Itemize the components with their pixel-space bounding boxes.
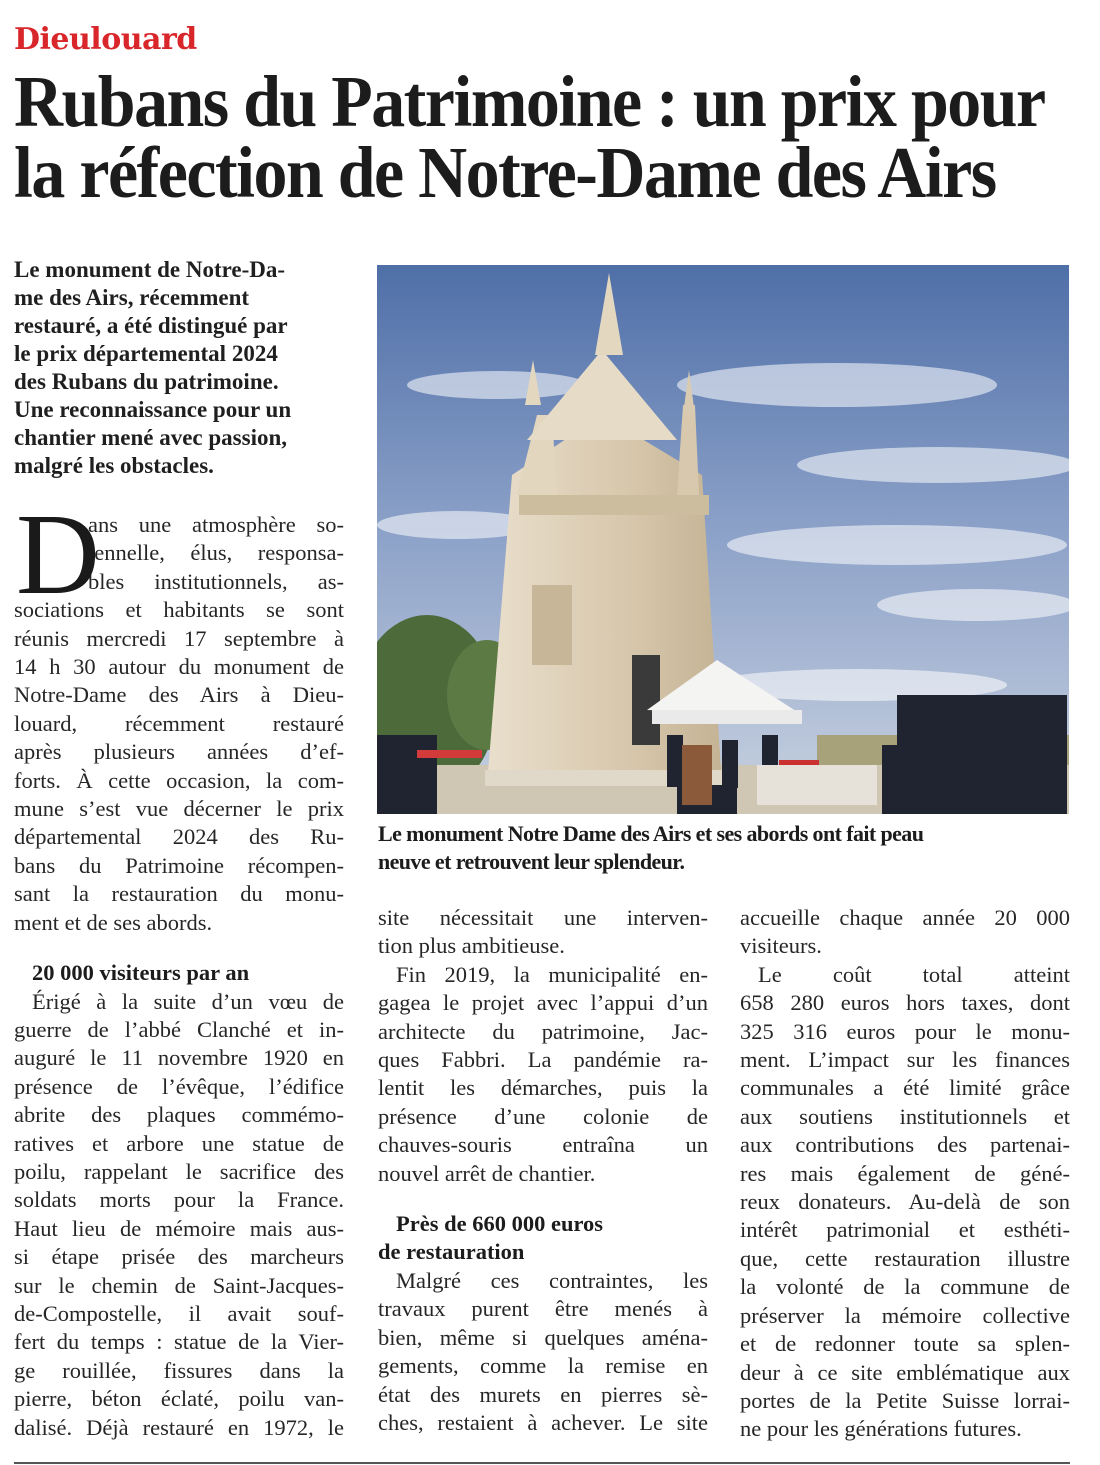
text-line: ge rouillée, fissures dans la: [14, 1357, 344, 1383]
text-line: Notre-Dame des Airs à Dieu-: [14, 682, 344, 708]
text-line: travaux purent être menés à: [378, 1296, 708, 1322]
text-line: de-Compostelle, il avait souf-: [14, 1300, 344, 1326]
text-line: présence d’une colonie de: [378, 1103, 708, 1129]
headline-line: Rubans du Patrimoine : un prix pour: [14, 61, 1045, 142]
text-line: sur le chemin de Saint-Jacques-: [14, 1272, 344, 1298]
text-line: et de redonner toute sa splen-: [740, 1331, 1070, 1357]
monument-photo-illustration: [377, 265, 1069, 814]
lede-line: des Rubans du patrimoine.: [14, 369, 279, 394]
bottom-rule: [14, 1462, 1070, 1464]
text-line: préserver la mémoire collective: [740, 1302, 1070, 1328]
subheading: 20 000 visiteurs par an: [32, 960, 250, 986]
text-line: Le coût total atteint: [758, 961, 1070, 987]
text-line: Malgré ces contraintes, les: [396, 1267, 708, 1293]
text-line: fert du temps : statue de la Vier-: [14, 1329, 344, 1355]
headline-line: la réfection de Notre-Dame des Airs: [14, 132, 996, 213]
text-line: tion plus ambitieuse.: [378, 933, 565, 959]
text-line: dalisé. Déjà restauré en 1972, le: [14, 1414, 344, 1440]
text-line: Fin 2019, la municipalité en-: [396, 961, 708, 987]
text-line: abrite des plaques commémo-: [14, 1102, 344, 1128]
text-line: 658 280 euros hors taxes, dont: [740, 990, 1070, 1016]
text-line: après plusieurs années d’ef-: [14, 739, 344, 765]
text-line: forts. À cette occasion, la com-: [14, 767, 344, 793]
body-column-2: [378, 904, 708, 1437]
text-line: visiteurs.: [740, 933, 822, 959]
text-line: sociations et habitants se sont: [14, 597, 344, 623]
text-line: lennelle, élus, responsa-: [88, 540, 344, 566]
text-line: sant la restauration du monu-: [14, 881, 344, 907]
text-line: 325 316 euros pour le monu-: [740, 1018, 1070, 1044]
text-line: res mais également de géné-: [740, 1160, 1070, 1186]
text-line: architecte du patrimoine, Jac-: [378, 1018, 708, 1044]
text-line: ment et de ses abords.: [14, 909, 213, 935]
text-line: portes de la Petite Suisse lorrai-: [740, 1387, 1070, 1413]
text-line: pierre, béton éclaté, poilu van-: [14, 1386, 344, 1412]
lede-line: me des Airs, récemment: [14, 285, 250, 310]
text-line: ques Fabbri. La pandémie ra-: [378, 1047, 708, 1073]
text-line: Érigé à la suite d’un vœu de: [32, 988, 344, 1014]
text-line: ches, restaient à achever. Le site: [378, 1409, 708, 1435]
headline: [14, 61, 1045, 213]
text-line: réunis mercredi 17 septembre à: [14, 625, 344, 651]
text-line: bans du Patrimoine récompen-: [14, 852, 344, 878]
text-line: bien, même si quelques aména-: [378, 1324, 708, 1350]
lede-line: Le monument de Notre-Da-: [14, 257, 286, 282]
text-line: que, cette restauration illustre: [740, 1245, 1070, 1271]
text-line: soldats morts pour la France.: [14, 1187, 344, 1213]
text-line: reux donateurs. Au-delà de son: [740, 1189, 1070, 1215]
spacer: [378, 1188, 708, 1210]
text-line: nouvel arrêt de chantier.: [378, 1160, 596, 1186]
lede-line: Une reconnaissance pour un: [14, 397, 292, 422]
lede-paragraph: [14, 256, 359, 480]
text-line: intérêt patrimonial et esthéti-: [740, 1217, 1070, 1243]
drop-cap: D: [16, 491, 100, 619]
text-line: gagea le projet avec l’appui d’un: [378, 990, 708, 1016]
text-line: aux soutiens institutionnels et: [740, 1103, 1070, 1129]
subheading: de restauration: [378, 1239, 525, 1265]
lede-line: chantier mené avec passion,: [14, 425, 288, 450]
section-kicker: Dieulouard: [14, 22, 197, 57]
text-line: louard, récemment restauré: [14, 710, 344, 736]
text-line: 14 h 30 autour du monument de: [14, 654, 344, 680]
text-line: gements, comme la remise en: [378, 1353, 708, 1379]
text-line: ne pour les générations futures.: [740, 1416, 1022, 1442]
text-line: présence de l’évêque, l’édifice: [14, 1073, 344, 1099]
text-line: lentit les démarches, puis la: [378, 1075, 708, 1101]
photo-caption: [378, 820, 1078, 876]
body-column-1: [14, 491, 344, 1442]
text-line: guerre de l’abbé Clanché et in-: [14, 1016, 344, 1042]
text-line: poilu, rappelant le sacrifice des: [14, 1158, 344, 1184]
text-line: la volonté de la commune de: [740, 1274, 1070, 1300]
text-line: chauves-souris entraîna un: [378, 1132, 708, 1158]
text-line: départemental 2024 des Ru-: [14, 824, 344, 850]
text-line: Haut lieu de mémoire mais aus-: [14, 1215, 344, 1241]
text-line: accueille chaque année 20 000: [740, 905, 1070, 930]
subheading: Près de 660 000 euros: [396, 1211, 604, 1237]
body-column-3: [740, 904, 1070, 1444]
text-line: état des murets en pierres sè-: [378, 1381, 708, 1407]
text-line: communales a été limité grâce: [740, 1075, 1070, 1101]
caption-line: Le monument Notre Dame des Airs et ses abords ont fait peau: [378, 821, 924, 846]
lede-line: restauré, a été distingué par: [14, 313, 288, 338]
spacer: [14, 937, 344, 959]
text-line: bles institutionnels, as-: [88, 568, 344, 594]
text-line: auguré le 11 novembre 1920 en: [14, 1045, 344, 1071]
text-line: ment. L’impact sur les finances: [740, 1047, 1070, 1073]
text-line: ratives et arbore une statue de: [14, 1130, 344, 1156]
caption-line: neuve et retrouvent leur splendeur.: [378, 849, 685, 874]
text-line: si étape prisée des marcheurs: [14, 1244, 344, 1270]
text-line: mune s’est vue décerner le prix: [14, 796, 344, 822]
text-line: deur à ce site emblématique aux: [740, 1359, 1070, 1385]
lede-line: malgré les obstacles.: [14, 453, 214, 478]
text-line: aux contributions des partenai-: [740, 1132, 1070, 1158]
text-line: site nécessitait une interven-: [378, 905, 708, 930]
lede-line: le prix départemental 2024: [14, 341, 278, 366]
article-photo: [377, 265, 1069, 814]
text-line: ans une atmosphère so-: [88, 512, 344, 537]
